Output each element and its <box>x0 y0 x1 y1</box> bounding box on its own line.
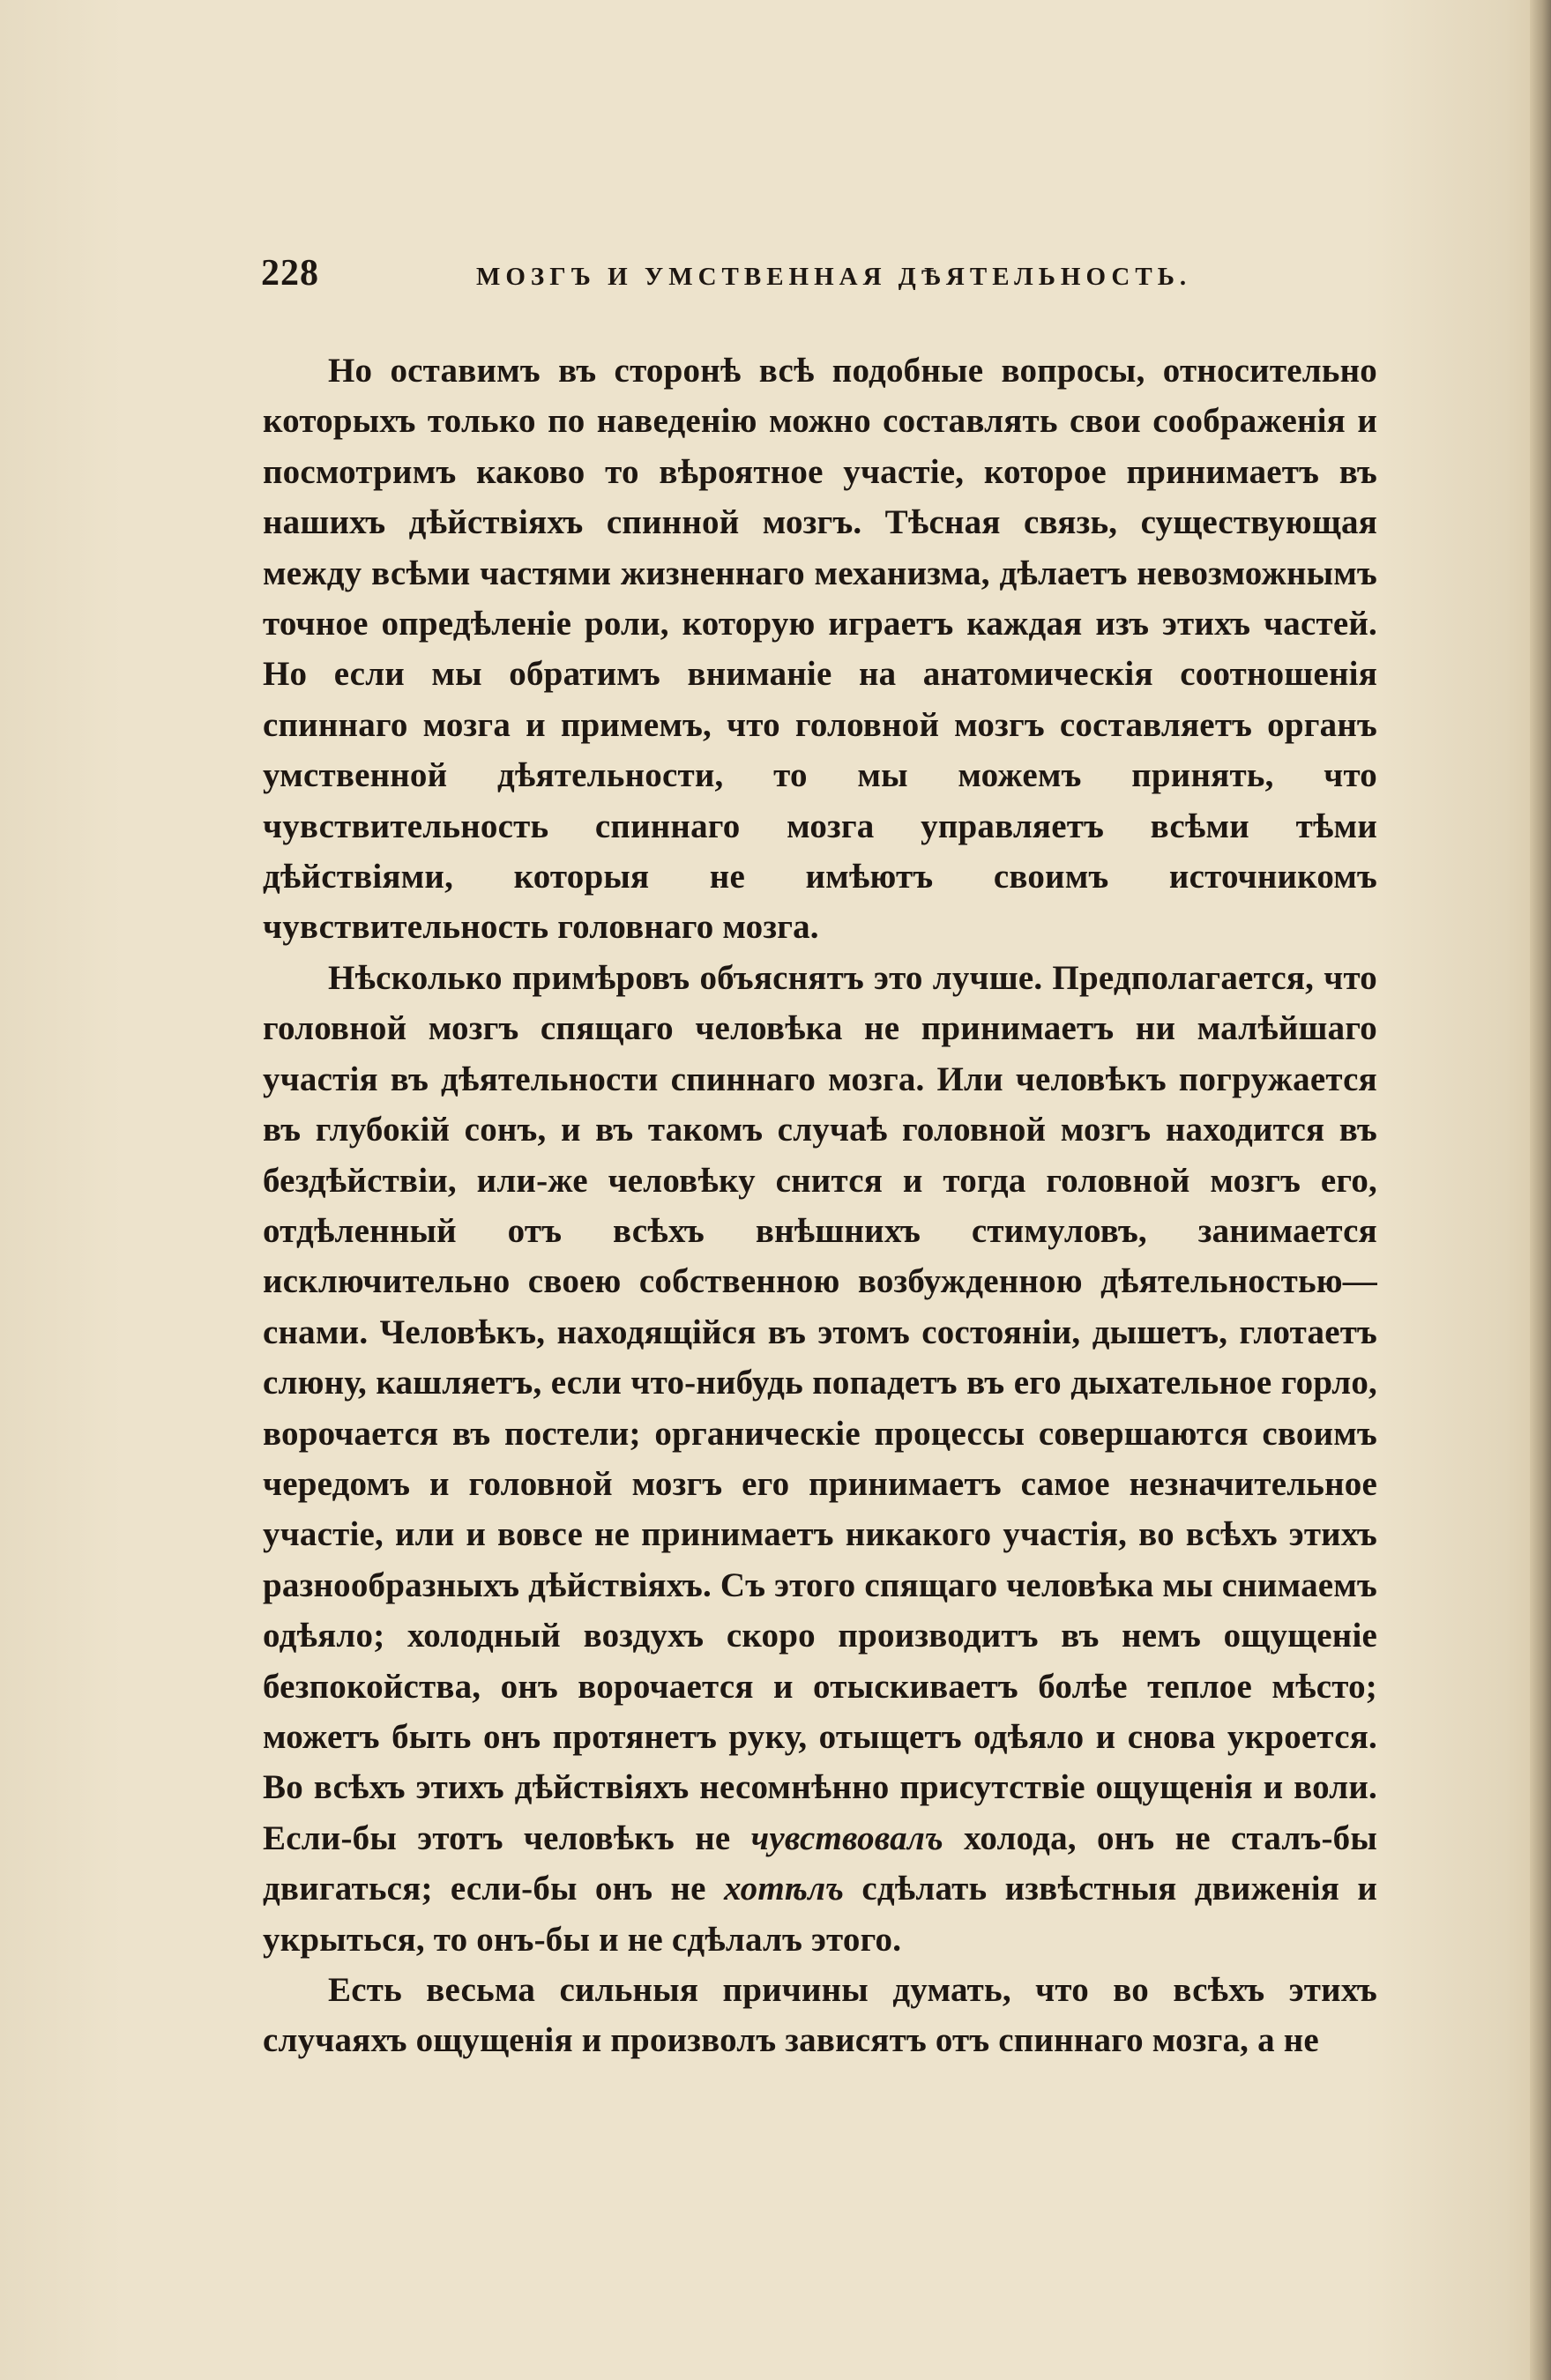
paragraph-3: Есть весьма сильныя причины думать, что во всѣхъ этихъ случаяхъ ощущенія и произволъ зависятъ отъ спиннаго мозга, а не <box>263 1971 1377 2060</box>
paragraph-2 <box>263 953 1377 1965</box>
emphasized-word-felt: чувствовалъ <box>750 1818 943 1857</box>
page-header <box>261 252 1196 305</box>
page-edge-shadow <box>1530 0 1551 2380</box>
paragraph-2-text-end: сдѣлать извѣстныя движенія и укрыться, то онъ-бы и не сдѣлалъ этого. <box>263 1870 1377 1959</box>
page-number: 228 <box>261 253 319 294</box>
emphasized-word-wanted: хотѣлъ <box>723 1870 845 1908</box>
running-head: МОЗГЪ И УМСТВЕННАЯ ДѢЯТЕЛЬНОСТЬ. <box>476 263 1192 291</box>
body-text <box>263 346 1377 2066</box>
paragraph-2-text-middle: холода, онъ не сталъ-бы двигаться; если-бы онъ не <box>263 1818 1377 1908</box>
paragraph-2-text-start: Нѣсколько примѣровъ объяснятъ это лучше. Предполагается, что головной мозгъ спящаго человѣка не принимаетъ ни малѣйшаго участія въ дѣятельности спиннаго мозга. Или человѣкъ погружается въ глубокій сонъ, и въ такомъ случаѣ головной мозгъ находится въ бездѣйствіи, или-же человѣку снится и тогда головной мозгъ его, отдѣленный отъ всѣхъ внѣшнихъ стимуловъ, занимается исключительно своею собственною возбужденною дѣятельностью— снами. Человѣкъ, находящійся въ этомъ состояніи, дышетъ, глотаетъ слюну, кашляетъ, если что-нибудь попадетъ въ его дыхательное горло, ворочается въ постели; органическіе процессы совершаются своимъ чередомъ и головной мозгъ его принимаетъ самое незначительное участіе, или и вовсе не принимаетъ никакого участія, во всѣхъ этихъ разнообразныхъ дѣйствіяхъ. Съ этого спящаго человѣка мы снимаемъ одѣяло; холодный воздухъ скоро производитъ въ немъ ощущеніе безпокойства, онъ ворочается и отыскиваетъ болѣе теплое мѣсто; можетъ быть онъ протянетъ руку, отыщетъ одѣяло и снова укроется. Во всѣхъ этихъ дѣйствіяхъ несомнѣнно присутствіе ощущенія и воли. Если-бы этотъ человѣкъ не <box>263 958 1377 1857</box>
paragraph-1: Но оставимъ въ сторонѣ всѣ подобные вопросы, относительно которыхъ только по наведенію можно составлять свои соображенія и посмотримъ каково то вѣроятное участіе, которое принимаетъ въ нашихъ дѣйствіяхъ спинной мозгъ. Тѣсная связь, существующая между всѣми частями жизненнаго механизма, дѣлаетъ невозможнымъ точное опредѣленіе роли, которую играетъ каждая изъ этихъ частей. Но если мы обратимъ вниманіе на анатомическія соотношенія спиннаго мозга и примемъ, что головной мозгъ составляетъ органъ умственной дѣятельности, то мы можемъ принять, что чувствительность спиннаго мозга управляетъ всѣми тѣми дѣйствіями, которыя не имѣютъ своимъ источникомъ чувствительность головнаго мозга. <box>263 352 1377 947</box>
